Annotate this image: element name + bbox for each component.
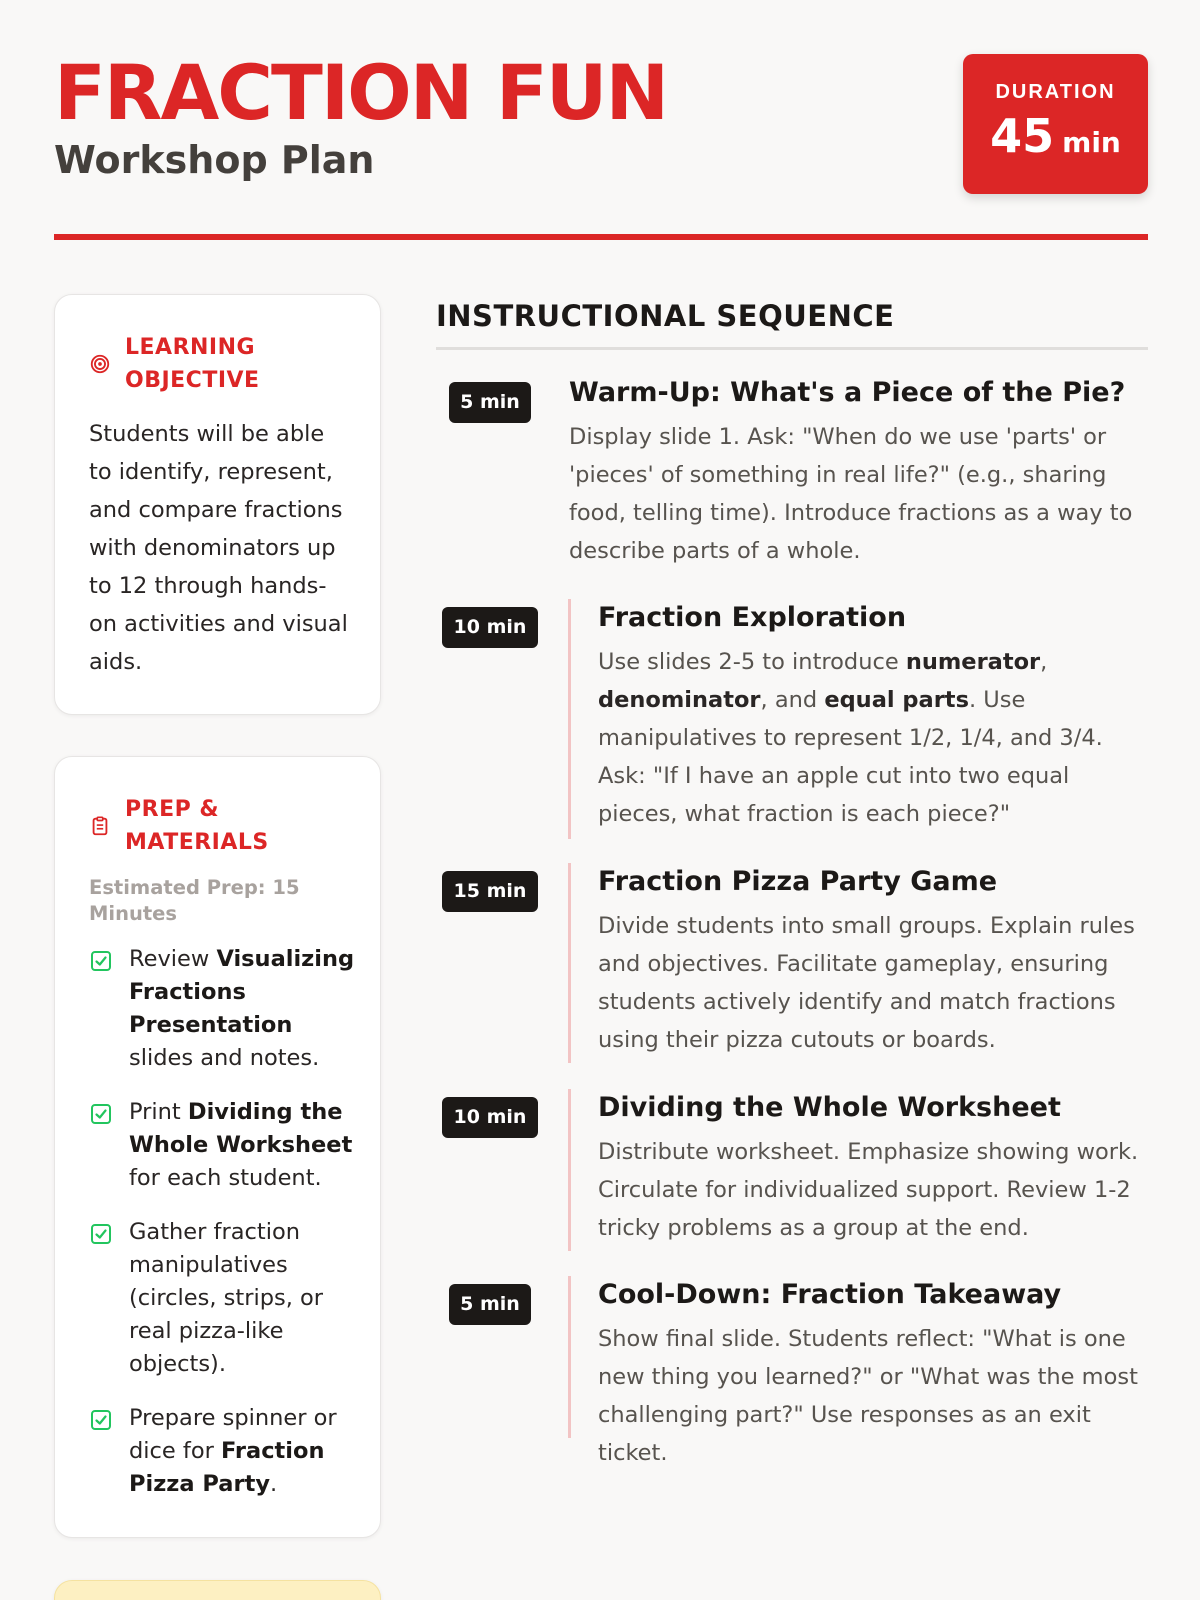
checkbox-checked-icon xyxy=(89,1408,113,1432)
step-body xyxy=(598,1276,1148,1472)
step-title: Dividing the Whole Worksheet xyxy=(598,1092,1061,1123)
duration-badge xyxy=(963,54,1148,194)
note-card xyxy=(54,1580,381,1600)
sequence-step xyxy=(436,863,1148,1063)
checklist-item-text: Prepare spinner or dice for Fraction Pizza Party. xyxy=(129,1405,337,1497)
materials-checklist xyxy=(89,943,357,1522)
checklist-item-text: Review Visualizing Fractions Presentation slides and notes. xyxy=(129,946,355,1071)
step-duration-badge: 10 min xyxy=(442,607,538,648)
step-duration-badge: 5 min xyxy=(449,1284,531,1325)
prep-heading: PREP & MATERIALS xyxy=(125,797,269,855)
objective-heading-row xyxy=(89,331,275,397)
duration-unit: min xyxy=(1062,126,1121,159)
checklist-item xyxy=(89,943,357,1075)
step-body xyxy=(569,374,1148,570)
checkbox-checked-icon xyxy=(89,949,113,973)
step-body xyxy=(598,863,1148,1059)
step-duration-badge: 10 min xyxy=(442,1097,538,1138)
prep-estimate: Estimated Prep: 15 Minutes xyxy=(89,876,300,925)
step-timeline-bar xyxy=(568,1089,571,1251)
checklist-item-text: Print Dividing the Whole Worksheet for each student. xyxy=(129,1099,353,1191)
checkbox-checked-icon xyxy=(89,1102,113,1126)
step-title: Cool-Down: Fraction Takeaway xyxy=(598,1279,1062,1310)
step-timeline-bar xyxy=(568,1276,571,1438)
step-description: Distribute worksheet. Emphasize showing work. Circulate for individualized support. Review 1-2 tricky problems as a group at the end. xyxy=(598,1139,1139,1241)
duration-label: DURATION xyxy=(995,81,1116,103)
sequence-step xyxy=(436,374,1148,574)
step-title: Warm-Up: What's a Piece of the Pie? xyxy=(569,377,1126,408)
step-description: Display slide 1. Ask: "When do we use 'parts' or 'pieces' of something in real life?" (e.g., sharing food, telling time). Introduce fractions as a way to describe parts of a whole. xyxy=(569,424,1133,564)
step-title: Fraction Pizza Party Game xyxy=(598,866,998,897)
prep-materials-card xyxy=(54,756,381,1538)
page-subtitle: Workshop Plan xyxy=(54,138,375,182)
step-description: Use slides 2-5 to introduce numerator, denominator, and equal parts. Use manipulatives to represent 1/2, 1/4, and 3/4. Ask: "If I have an apple cut into two equal pieces, what fraction is each piece?" xyxy=(598,649,1103,827)
checklist-item xyxy=(89,1402,357,1501)
step-body xyxy=(598,599,1148,833)
learning-objective-card xyxy=(54,294,381,715)
sequence-step xyxy=(436,1276,1148,1466)
page-title: FRACTION FUN xyxy=(54,48,668,137)
checklist-item-text: Gather fraction manipulatives (circles, strips, or real pizza-like objects). xyxy=(129,1219,324,1377)
sequence-title: INSTRUCTIONAL SEQUENCE xyxy=(436,299,895,333)
clipboard-icon xyxy=(89,815,111,837)
header-divider xyxy=(54,234,1148,240)
step-description: Show final slide. Students reflect: "What is one new thing you learned?" or "What was the most challenging part?" Use responses as an exit ticket. xyxy=(598,1326,1138,1466)
duration-value xyxy=(963,109,1148,175)
step-body xyxy=(598,1089,1148,1247)
step-duration-badge: 5 min xyxy=(449,382,531,423)
duration-number: 45 xyxy=(990,109,1055,163)
sequence-divider xyxy=(436,347,1148,350)
step-duration-badge: 15 min xyxy=(442,871,538,912)
checkbox-checked-icon xyxy=(89,1222,113,1246)
header xyxy=(54,48,1148,242)
step-description: Divide students into small groups. Explain rules and objectives. Facilitate gameplay, ensuring students actively identify and match fractions using their pizza cutouts or boards. xyxy=(598,913,1135,1053)
sequence-step xyxy=(436,599,1148,839)
objective-text: Students will be able to identify, represent, and compare fractions with denominators up to 12 through hands-on activities and visual aids. xyxy=(89,421,348,675)
step-title: Fraction Exploration xyxy=(598,602,907,633)
checklist-item xyxy=(89,1096,357,1195)
target-icon xyxy=(89,353,111,375)
checklist-item xyxy=(89,1216,357,1381)
objective-heading: LEARNING OBJECTIVE xyxy=(125,335,260,393)
step-timeline-bar xyxy=(568,863,571,1063)
prep-heading-row xyxy=(89,793,285,859)
step-timeline-bar xyxy=(568,599,571,839)
sequence-step xyxy=(436,1089,1148,1251)
